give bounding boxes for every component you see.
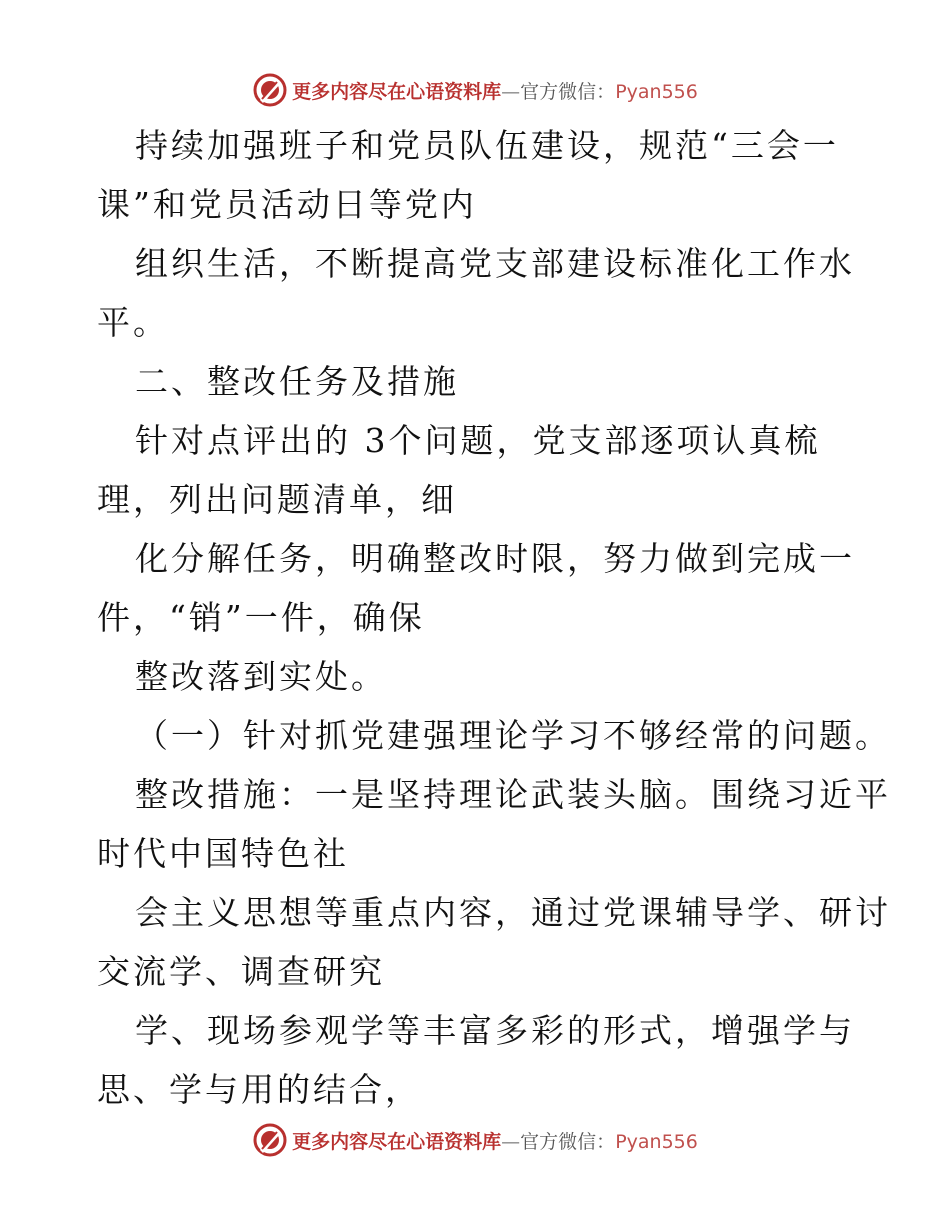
watermark-banner-bottom (0, 1122, 950, 1158)
text-line: 持续加强班子和党员队伍建设，规范“三会一 (135, 126, 839, 165)
text-line: 件，“销”一件，确保 (97, 598, 425, 637)
text-line: 整改措施：一是坚持理论武装头脑。围绕习近平 (135, 775, 891, 814)
text-line: 针对点评出的 3个问题，党支部逐项认真梳 (135, 421, 821, 460)
watermark-middle: 官方微信： (520, 80, 616, 103)
text-line: 平。 (97, 303, 169, 342)
text-line: 会主义思想等重点内容，通过党课辅导学、研讨 (135, 893, 891, 932)
watermark-text (292, 1127, 698, 1154)
text-line: 理，列出问题清单，细 (97, 480, 457, 519)
watermark-prefix: 更多内容尽在心语资料库 (292, 1130, 502, 1153)
text-line: 交流学、调查研究 (97, 952, 385, 991)
text-line: 组织生活，不断提高党支部建设标准化工作水 (135, 244, 855, 283)
logo-icon (252, 1122, 288, 1158)
text-line: 思、学与用的结合， (97, 1070, 421, 1109)
watermark-prefix: 更多内容尽在心语资料库 (292, 80, 502, 103)
text-line: 时代中国特色社 (97, 834, 349, 873)
text-line: 化分解任务，明确整改时限，努力做到完成一 (135, 539, 855, 578)
watermark-separator: — (501, 1130, 521, 1153)
text-line: 学、现场参观学等丰富多彩的形式，增强学与 (135, 1011, 855, 1050)
text-line: 课”和党员活动日等党内 (97, 185, 477, 224)
subsection-heading: （一）针对抓党建强理论学习不够经常的问题。 (135, 716, 891, 755)
text-line: 整改落到实处。 (135, 657, 387, 696)
watermark-separator: — (501, 80, 521, 103)
watermark-middle: 官方微信： (520, 1130, 616, 1153)
watermark-account: Pyan556 (615, 80, 698, 103)
watermark-account: Pyan556 (615, 1130, 698, 1153)
section-heading: 二、整改任务及措施 (135, 362, 459, 401)
